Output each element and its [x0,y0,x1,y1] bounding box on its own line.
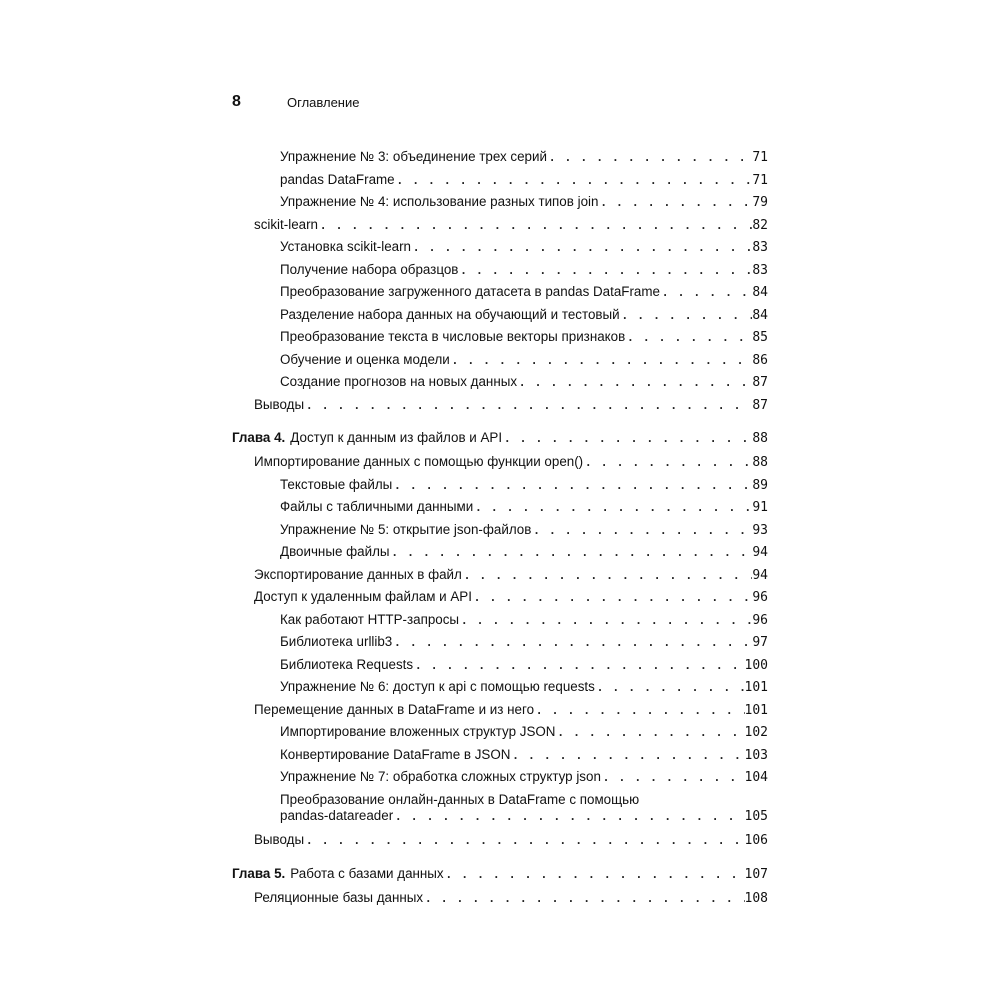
toc-leader-dots [555,723,744,743]
toc-entry[interactable] [280,237,768,257]
toc-leader-dots [625,328,752,348]
toc-leader-dots [517,373,752,393]
toc-leader-dots [583,453,752,473]
toc-page-number: 84 [752,308,768,323]
toc-entry-title: Доступ к удаленным файлам и API [254,589,472,604]
toc-entry-title: Двоичные файлы [280,544,390,559]
toc-page-number: 97 [752,635,768,650]
toc-entry[interactable] [254,587,768,607]
toc-leader-dots [444,865,745,885]
chapter-label: Глава 4. [232,430,286,445]
toc-leader-dots [660,283,752,303]
toc-entry[interactable] [280,497,768,517]
toc-entry-continuation [280,806,768,826]
toc-entry-title: Обучение и оценка модели [280,352,450,367]
toc-entry[interactable] [280,745,768,765]
toc-leader-dots [601,768,745,788]
toc-leader-dots [510,746,744,766]
toc-leader-dots [534,701,745,721]
toc-entry-title: Как работают HTTP-запросы [280,612,460,627]
toc-leader-dots [598,193,752,213]
chapter-title: Доступ к данным из файлов и API [290,430,503,445]
toc-page-number: 71 [752,173,768,188]
toc-page-number: 88 [752,455,768,470]
toc-entry-title: Файлы с табличными данными [280,499,474,514]
toc-entry-title-line1: Преобразование онлайн-данных в DataFrame с помощью [280,792,640,807]
toc-chapter-entry[interactable] [232,864,768,884]
toc-leader-dots [392,633,752,653]
toc-entry[interactable] [254,830,768,850]
toc-page-number: 89 [752,478,768,493]
toc-entry-title: Установка scikit-learn [280,239,412,254]
toc-entry-title: Выводы [254,397,305,412]
toc-leader-dots [462,566,753,586]
toc-page-number: 106 [744,833,768,848]
toc-page-number: 79 [752,195,768,210]
toc-entry[interactable] [254,395,768,415]
toc-chapter-entry[interactable] [232,428,768,448]
toc-entry-title: Перемещение данных в DataFrame и из него [254,702,535,717]
toc-entry[interactable] [280,655,768,675]
toc-entry-title: Получение набора образцов [280,262,459,277]
toc-entry-title: Выводы [254,832,305,847]
toc-page-number: 82 [752,218,768,233]
toc-page-number: 87 [752,375,768,390]
toc-leader-dots [595,678,745,698]
toc-entry-title: Библиотека urllib3 [280,634,393,649]
chapter-label: Глава 5. [232,866,286,881]
toc-page-number: 101 [744,680,768,695]
toc-entry-title: Библиотека Requests [280,657,414,672]
toc-leader-dots [392,476,752,496]
toc-page-number: 84 [752,285,768,300]
toc-page-number: 100 [744,658,768,673]
toc-page-number: 83 [752,263,768,278]
toc-page-number: 94 [752,568,768,583]
toc-entry[interactable] [280,677,768,697]
toc-entry-title: scikit-learn [254,217,318,232]
toc-page-number: 108 [744,891,768,906]
toc-entry-title: Текстовые файлы [280,477,393,492]
toc-entry[interactable] [280,542,768,562]
toc-entry[interactable] [280,632,768,652]
toc-entry-title: Конвертирование DataFrame в JSON [280,747,511,762]
toc-entry[interactable] [280,722,768,742]
toc-leader-dots [395,171,753,191]
toc-entry-title: Упражнение № 3: объединение трех серий [280,149,547,164]
toc-page-number: 105 [744,809,768,824]
chapter-title: Работа с базами данных [290,866,444,881]
toc-leader-dots [450,351,753,371]
toc-entry-title: Импортирование вложенных структур JSON [280,724,556,739]
toc-leader-dots [473,498,752,518]
toc-page-number: 85 [752,330,768,345]
toc-entry-title: Преобразование текста в числовые векторы признаков [280,329,626,344]
toc-leader-dots [318,216,752,236]
page-number: 8 [232,93,241,110]
toc-page-number: 93 [752,523,768,538]
toc-entry[interactable] [280,305,768,325]
toc-entry[interactable] [254,565,768,585]
toc-leader-dots [502,429,752,449]
toc-entry-title-line2: pandas-datareader [280,808,394,823]
toc-entry-title: Упражнение № 5: открытие json-файлов [280,522,532,537]
toc-entry-title: Упражнение № 7: обработка сложных структур json [280,769,601,784]
toc-page-number: 87 [752,398,768,413]
toc-entry[interactable] [280,767,768,787]
toc-entry[interactable] [280,610,768,630]
toc-entry[interactable] [280,475,768,495]
toc-page-number: 104 [744,770,768,785]
toc-page-number: 94 [752,545,768,560]
toc-entry[interactable] [280,327,768,347]
toc-entry[interactable] [280,372,768,392]
toc-page-number: 83 [752,240,768,255]
toc-entry[interactable] [280,350,768,370]
toc-entry[interactable] [280,170,768,190]
toc-leader-dots [411,238,752,258]
toc-entry[interactable] [254,215,768,235]
toc-page-number: 88 [752,431,768,446]
toc-entry[interactable] [280,192,768,212]
toc-entry-title: Экспортирование данных в файл [254,567,462,582]
toc-leader-dots [423,889,744,909]
toc-leader-dots [390,543,753,563]
toc-leader-dots [459,611,752,631]
toc-page-number: 101 [744,703,768,718]
toc-entry-title: Реляционные базы данных [254,890,424,905]
toc-page-number: 96 [752,590,768,605]
toc-leader-dots [531,521,752,541]
toc-entry-title: Упражнение № 6: доступ к api с помощью requests [280,679,595,694]
toc-leader-dots [547,148,752,168]
toc-entry-title: Упражнение № 4: использование разных типов join [280,194,599,209]
toc-page-number: 96 [752,613,768,628]
toc-page-number: 86 [752,353,768,368]
toc-page-number: 107 [744,867,768,882]
toc-entry[interactable] [280,520,768,540]
toc-page-number: 71 [752,150,768,165]
toc-page-number: 91 [752,500,768,515]
toc-entry[interactable] [254,452,768,472]
toc-leader-dots [413,656,744,676]
toc-leader-dots [304,831,744,851]
toc-entry[interactable] [254,888,768,908]
toc-entry-title: pandas DataFrame [280,172,395,187]
toc-leader-dots [472,588,752,608]
toc-page-number: 102 [744,725,768,740]
toc-entry-title [232,428,502,448]
toc-entry-title: Разделение набора данных на обучающий и тестовый [280,307,620,322]
toc-entry-title: Создание прогнозов на новых данных [280,374,518,389]
toc-leader-dots [304,396,752,416]
running-title: Оглавление [287,95,360,110]
toc-entry[interactable] [280,260,768,280]
toc-leader-dots [458,261,752,281]
toc-entry-title [232,864,444,884]
toc-leader-dots [620,306,753,326]
toc-entry[interactable] [280,282,768,302]
toc-entry-title: Преобразование загруженного датасета в pandas DataFrame [280,284,660,299]
toc-entry-title: Импортирование данных с помощью функции open() [254,454,584,469]
toc-entry[interactable] [254,700,768,720]
toc-page-number: 103 [744,748,768,763]
toc-leader-dots [393,807,744,827]
toc-entry[interactable] [280,147,768,167]
